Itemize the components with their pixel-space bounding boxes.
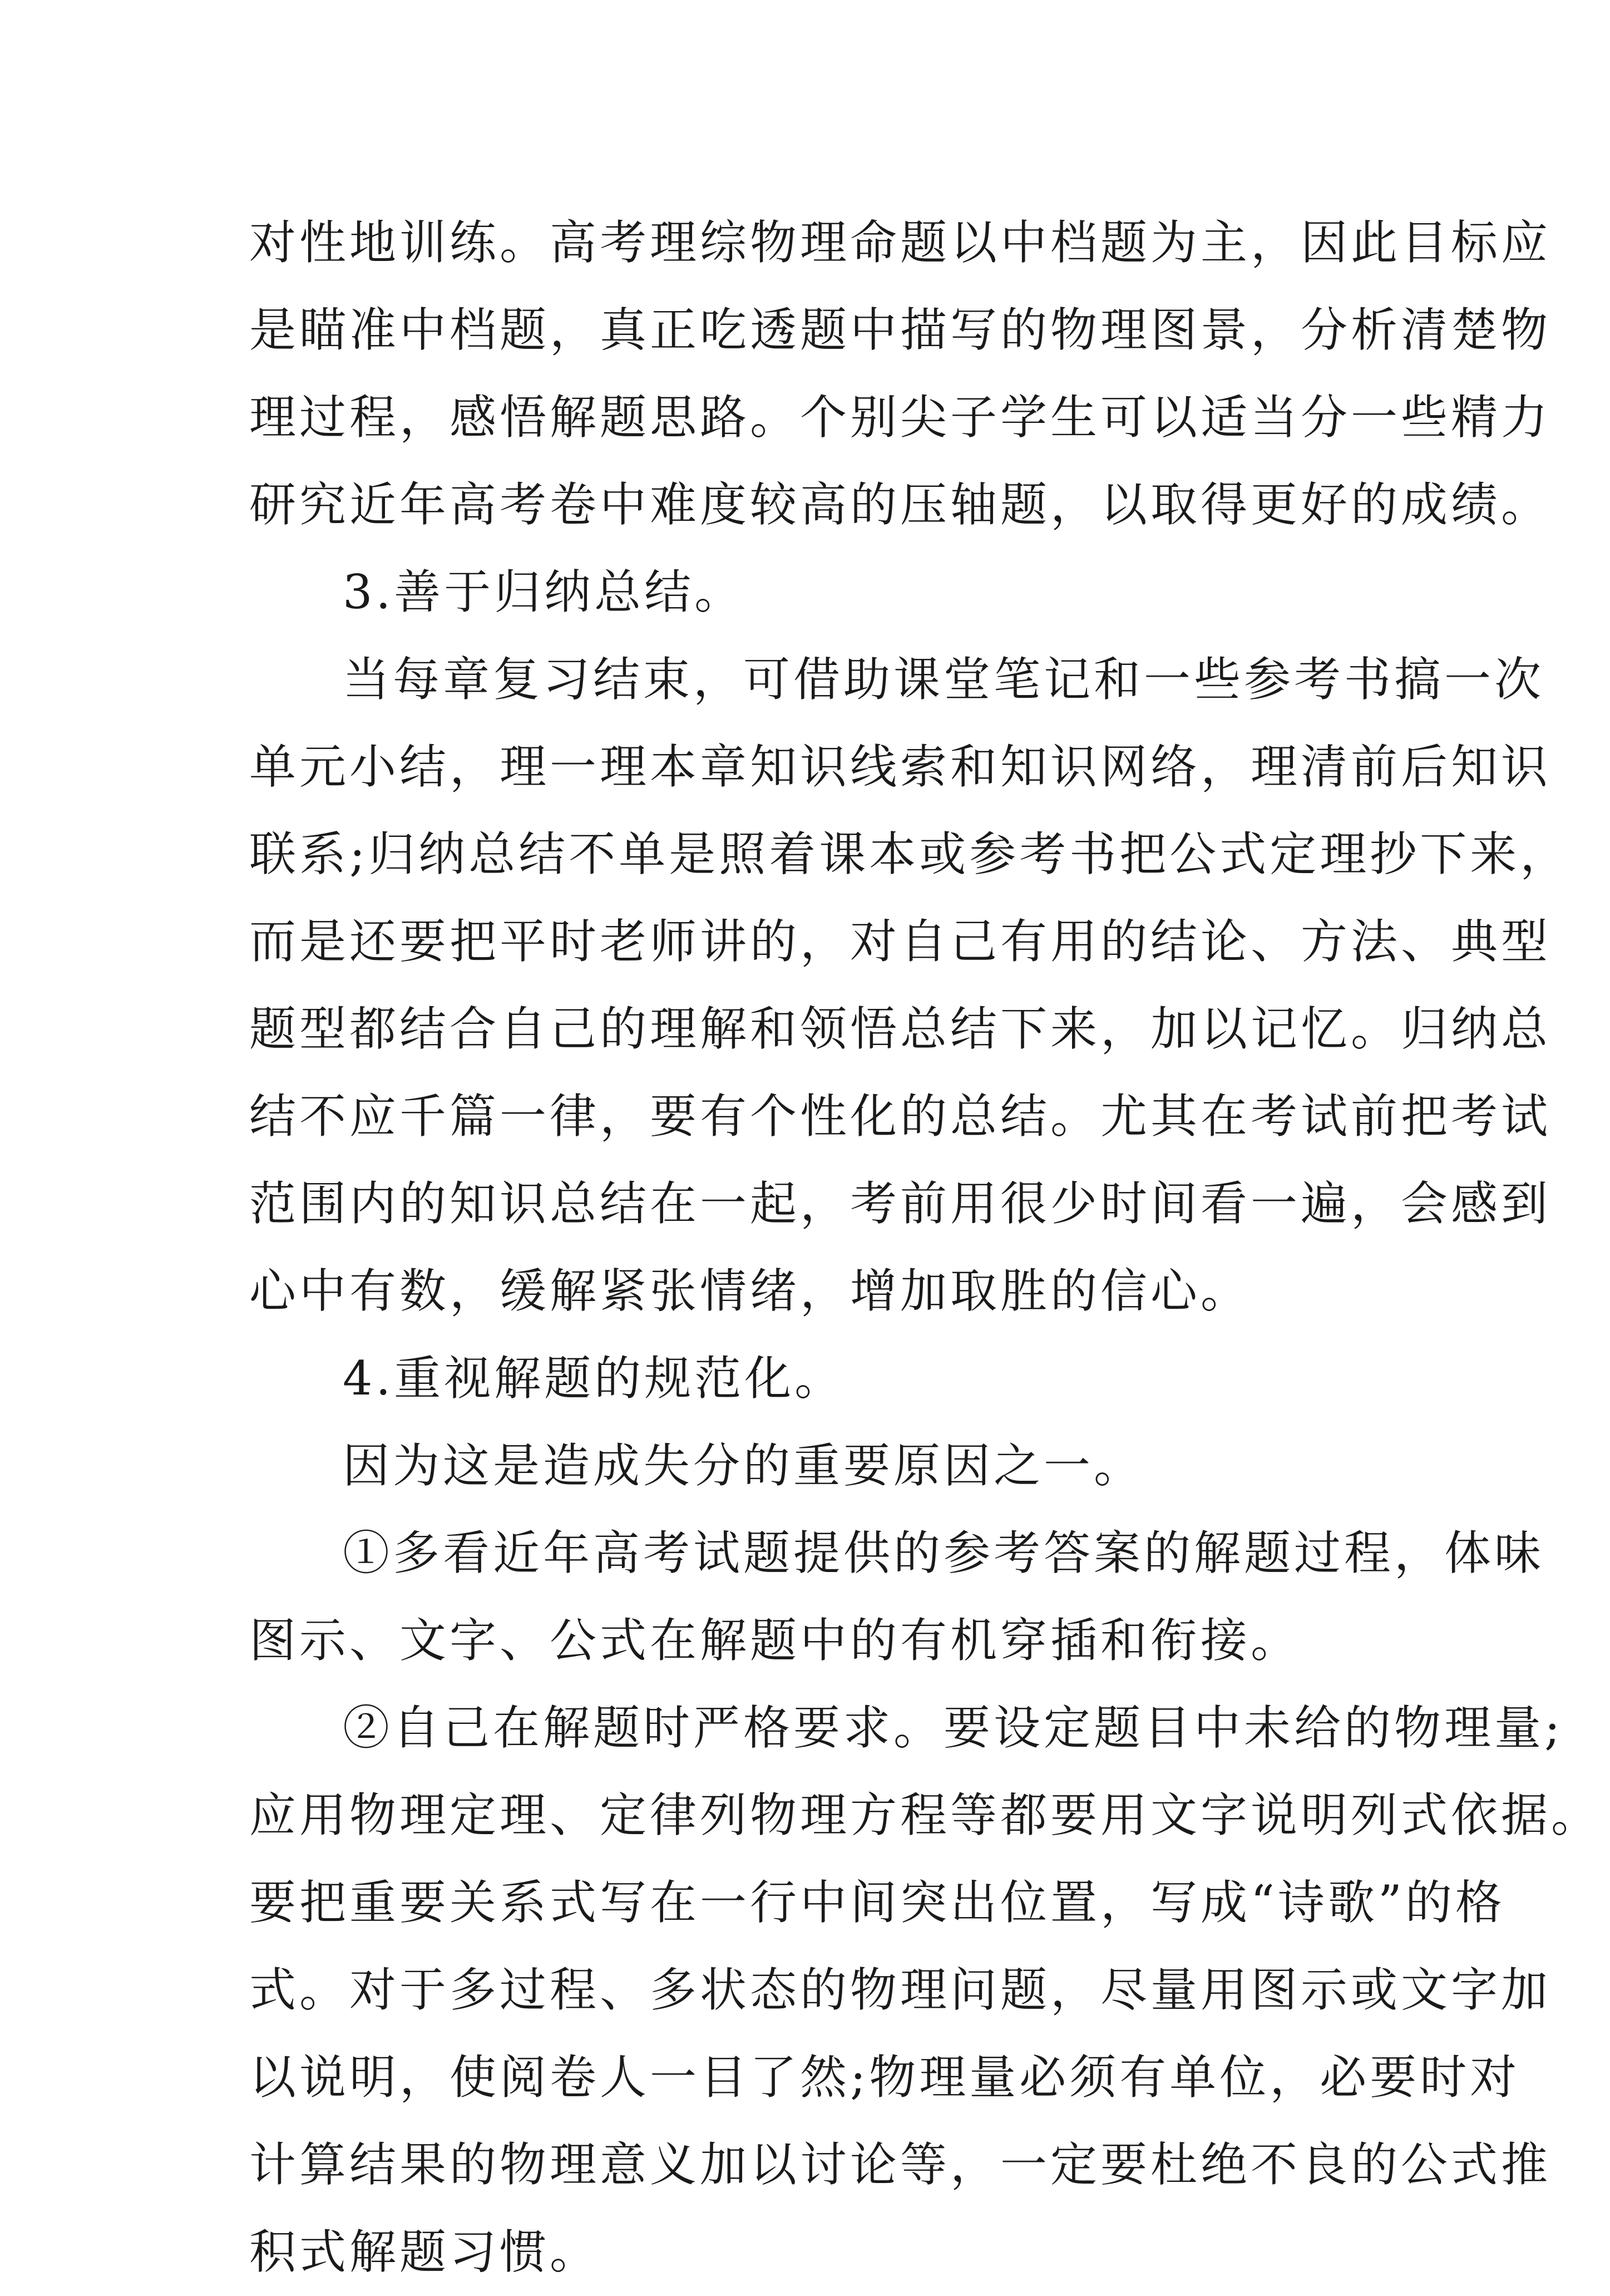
text-line: 题型都结合自己的理解和领悟总结下来，加以记忆。归纳总 [249,1002,1552,1056]
document-body [249,199,1602,2296]
text-line: 当每章复习结束，可借助课堂笔记和一些参考书搞一次 [343,652,1545,707]
text-line: 要把重要关系式写在一行中间突出位置，写成“诗歌”的格 [249,1875,1505,1930]
text-line: 单元小结，理一理本章知识线索和知识网络，理清前后知识 [249,740,1552,794]
text-line: 理过程，感悟解题思路。个别尖子学生可以适当分一些精力 [249,390,1552,445]
text-line: 研究近年高考卷中难度较高的压轴题，以取得更好的成绩。 [249,477,1552,532]
text-line: 应用物理定理、定律列物理方程等都要用文字说明列式依据。 [249,1788,1602,1842]
text-line: 心中有数，缓解紧张情绪，增加取胜的信心。 [249,1264,1251,1318]
text-line: 而是还要把平时老师讲的，对自己有用的结论、方法、典型 [249,914,1552,969]
section-heading: 3.善于归纳总结。 [343,565,745,619]
list-item: ①多看近年高考试题提供的参考答案的解题过程，体味 [343,1526,1545,1580]
text-line: 因为这是造成失分的重要原因之一。 [343,1438,1144,1493]
section-heading: 4.重视解题的规范化。 [343,1351,845,1406]
text-line: 范围内的知识总结在一起，考前用很少时间看一遍，会感到 [249,1176,1552,1231]
text-line: 积式解题习惯。 [249,2225,600,2279]
text-line: 图示、文字、公式在解题中的有机穿插和衔接。 [249,1613,1301,1668]
text-line: 以说明，使阅卷人一目了然;物理量必须有单位，必要时对 [249,2050,1520,2105]
text-line: 是瞄准中档题，真正吃透题中描写的物理图景，分析清楚物 [249,303,1552,357]
text-line: 联系;归纳总结不单是照着课本或参考书把公式定理抄下来， [249,827,1571,881]
list-item: ②自己在解题时严格要求。要设定题目中未给的物理量; [343,1701,1564,1755]
text-line: 式。对于多过程、多状态的物理问题，尽量用图示或文字加 [249,1963,1552,2017]
text-line: 计算结果的物理意义加以讨论等，一定要杜绝不良的公式推 [249,2137,1552,2192]
text-line: 结不应千篇一律，要有个性化的总结。尤其在考试前把考试 [249,1089,1552,1144]
text-line: 对性地训练。高考理综物理命题以中档题为主，因此目标应 [249,215,1552,270]
